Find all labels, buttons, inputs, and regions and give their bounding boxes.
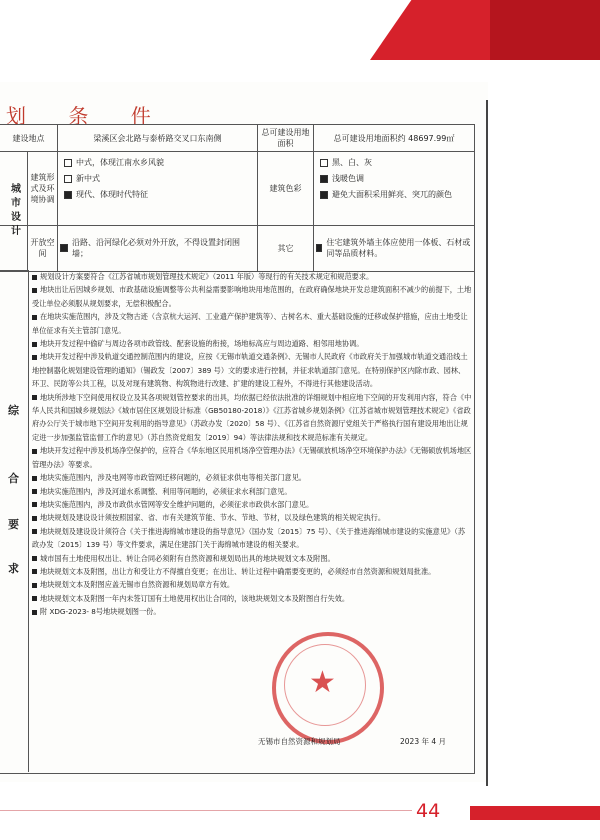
requirements-label-char-1: 综 [8, 404, 19, 417]
checkbox-icon [64, 159, 72, 167]
bullet-square-icon [32, 569, 37, 574]
open-label: 开放空间 [28, 225, 58, 271]
decorative-header-band-dark [490, 0, 600, 60]
requirement-item: 地块开发过程中偷矿与周边各项市政管线、配套设施的衔接，场地标高应与周边道路、相邻用地协调。 [32, 337, 472, 350]
bullet-square-icon [32, 476, 37, 481]
requirement-item: 地块规划文本及附图一年内未签订国有土地使用权出让合同的，该地块规划文本及附图自行失效。 [32, 592, 472, 605]
requirements-label-char-2: 合 [8, 472, 19, 485]
checked-box-icon [320, 191, 328, 199]
checked-box-icon [316, 244, 322, 252]
requirement-item: 地块规划及建设设计须符合《关于推进海绵城市建设的指导意见》（国办发〔2015〕75 号）、《关于推进海绵城市建设的实施意见》（苏政办发〔2015〕139 号）等文件要求，满足住建部门关于海绵城市建设的相关要求。 [32, 526, 466, 550]
requirements-list [32, 270, 472, 619]
bullet-square-icon [32, 288, 37, 293]
table-row-building-style [0, 151, 474, 226]
table-row-location [0, 125, 474, 152]
official-seal [272, 632, 384, 744]
requirements-label-char-3: 要 [8, 518, 19, 531]
bullet-square-icon [32, 489, 37, 494]
page-number: 44 [416, 800, 441, 822]
style-label: 建筑形式及环境协调 [28, 151, 58, 225]
page-title: 划 条 件 [6, 104, 169, 128]
requirement-item: 附 XDG-2023- 8号地块规划图一份。 [32, 605, 472, 618]
location-value: 梁溪区会北路与泰桥路交叉口东南侧 [58, 125, 258, 151]
requirement-item: 地块规划及建设设计须按照国家、省、市有关建筑节能、节水、节地、节材，以及绿色建筑的相关规定执行。 [32, 511, 472, 524]
bullet-square-icon [32, 516, 37, 521]
requirement-item: 地块开发过程中涉及机场净空保护的，应符合《华东地区民用机场净空管理办法》《无锡硕放机场净空环境保护办法》《无锡硕放机场地区管理办法》等要求。 [32, 446, 472, 469]
bullet-square-icon [32, 596, 37, 601]
style-options [58, 151, 258, 225]
bullet-square-icon [32, 610, 37, 615]
requirement-item: 地块实施范围内，涉及市政供水管网等安全维护问题的，必须征求市政供水部门意见。 [32, 498, 472, 511]
urban-design-label: 城市设计 [0, 151, 28, 271]
table-row-open-space [0, 225, 474, 272]
other-value: 住宅建筑外墙主体应使用一体板、石材或同等品质材料。 [314, 225, 474, 271]
bullet-square-icon [32, 556, 37, 561]
color-option-2: 浅暖色调 [320, 171, 468, 187]
checked-box-icon [64, 191, 72, 199]
location-label: 建设地点 [0, 125, 58, 151]
requirement-item: 地块实施范围内，涉及河道水系调整、利用等问题的，必须征求水利部门意见。 [32, 485, 472, 498]
style-option-2: 新中式 [64, 171, 251, 187]
requirement-item: 地块开发过程中涉及轨道交通控制范围内的建设，应按《无锡市轨道交通条例》、无锡市人民政府《市政府关于加强城市轨道交通沿线土地控制器化规划建设管理的通知》（锡政发〔2007〕389 号）文的要求进行控制，并征求轨道部门意见。在特别保护区内除市政、园林、环卫、民防等公共工程，以及对现有建筑物、构筑物进行改建、扩建的建设工程外，不得进行其他建设活动。 [32, 352, 468, 389]
requirements-side-label [0, 270, 29, 772]
color-label: 建筑色彩 [258, 151, 314, 225]
color-option-3: 避免大面积采用鲜亮、突兀的颜色 [320, 187, 468, 203]
style-option-1: 中式，体现江南水乡风貌 [64, 155, 251, 171]
requirement-item: 在地块实施范围内，涉及文物古迹（含京杭大运河、工业遗产保护建筑等）、古树名木、重大基础设施的迁移或保护措施，应由土地受让单位征求有关主管部门意见。 [32, 312, 468, 335]
bullet-square-icon [32, 502, 37, 507]
color-option-1: 黑、白、灰 [320, 155, 468, 171]
checkbox-icon [320, 159, 328, 167]
bullet-square-icon [32, 342, 37, 347]
color-options [314, 151, 474, 225]
style-option-3: 现代、体现时代特征 [64, 187, 251, 203]
bullet-square-icon [32, 275, 37, 280]
requirement-item: 规划设计方案要符合《江苏省城市规划管理技术规定》（2011 年版）等现行的有关技术规定和规范要求。 [32, 270, 472, 283]
open-value: 沿路、沿河绿化必须对外开放，不得设置封闭围墙； [58, 225, 258, 271]
requirement-item: 地块出让后因城乡规划、市政基础设施调整等公共利益需要影响地块用地范围的，在政府确保地块开发总建筑面积不减少的前提下，土地受让单位必须服从规划要求，无偿积极配合。 [32, 285, 472, 308]
checked-box-icon [320, 175, 328, 183]
checked-box-icon [60, 244, 68, 252]
requirement-item: 地块实施范围内，涉及电网等市政管网迁移问题的，必须征求供电等相关部门意见。 [32, 471, 472, 484]
signing-date: 2023 年 4 月 [400, 737, 447, 746]
bullet-square-icon [32, 315, 37, 320]
star-icon: ★ [309, 665, 336, 700]
bullet-square-icon [32, 583, 37, 588]
decorative-footer-band [470, 806, 600, 820]
requirement-item: 城市国有土地使用权出让、转让合同必须附有自然资源和规划局出具的地块规划文本及附图。 [32, 552, 472, 565]
requirement-item: 地块规划文本及附图应盖无锡市自然资源和规划局章方有效。 [32, 578, 472, 591]
bullet-square-icon [32, 529, 37, 534]
requirement-item: 地块规划文本及附图，出让方和受让方不得擅自变更；在出让、转让过程中确需要变更的，必须经市自然资源和规划局批准。 [32, 565, 472, 578]
requirements-label-char-4: 求 [8, 562, 19, 575]
signing-authority: 无锡市自然资源和规划局 [258, 737, 341, 746]
footer-rule [0, 810, 412, 811]
checkbox-icon [64, 175, 72, 183]
sheet-binding-edge [486, 100, 488, 786]
bullet-square-icon [32, 355, 37, 360]
requirement-item: 地块所涉地下空间使用权设立及其各项规划管控要求的出具，均依据已经依法批准的详细规划中相应地下空间的开发利用内容，符合《中华人民共和国城乡规划法》《城市居住区规划设计标准（GB50180-2018）》《江苏省城乡规划条例》《江苏省城市规划管理技术规定》《省政府办公厅关于城市地下空间开发利用的指导意见》（苏政办发〔2020〕58 号）、《江苏省自然资源厅党组关于严格执行国有建设用地出让规定进一步加强监管监督工作的意见》（苏自然资党组发〔2019〕94）等法律法规和技术规范标准有关规定。 [32, 392, 472, 442]
bullet-square-icon [32, 449, 37, 454]
area-label: 总可建设用地面积 [258, 125, 314, 151]
other-label: 其它 [258, 225, 314, 271]
area-value: 总可建设用地面积约 48697.99㎡ [333, 133, 455, 143]
bullet-square-icon [32, 395, 37, 400]
